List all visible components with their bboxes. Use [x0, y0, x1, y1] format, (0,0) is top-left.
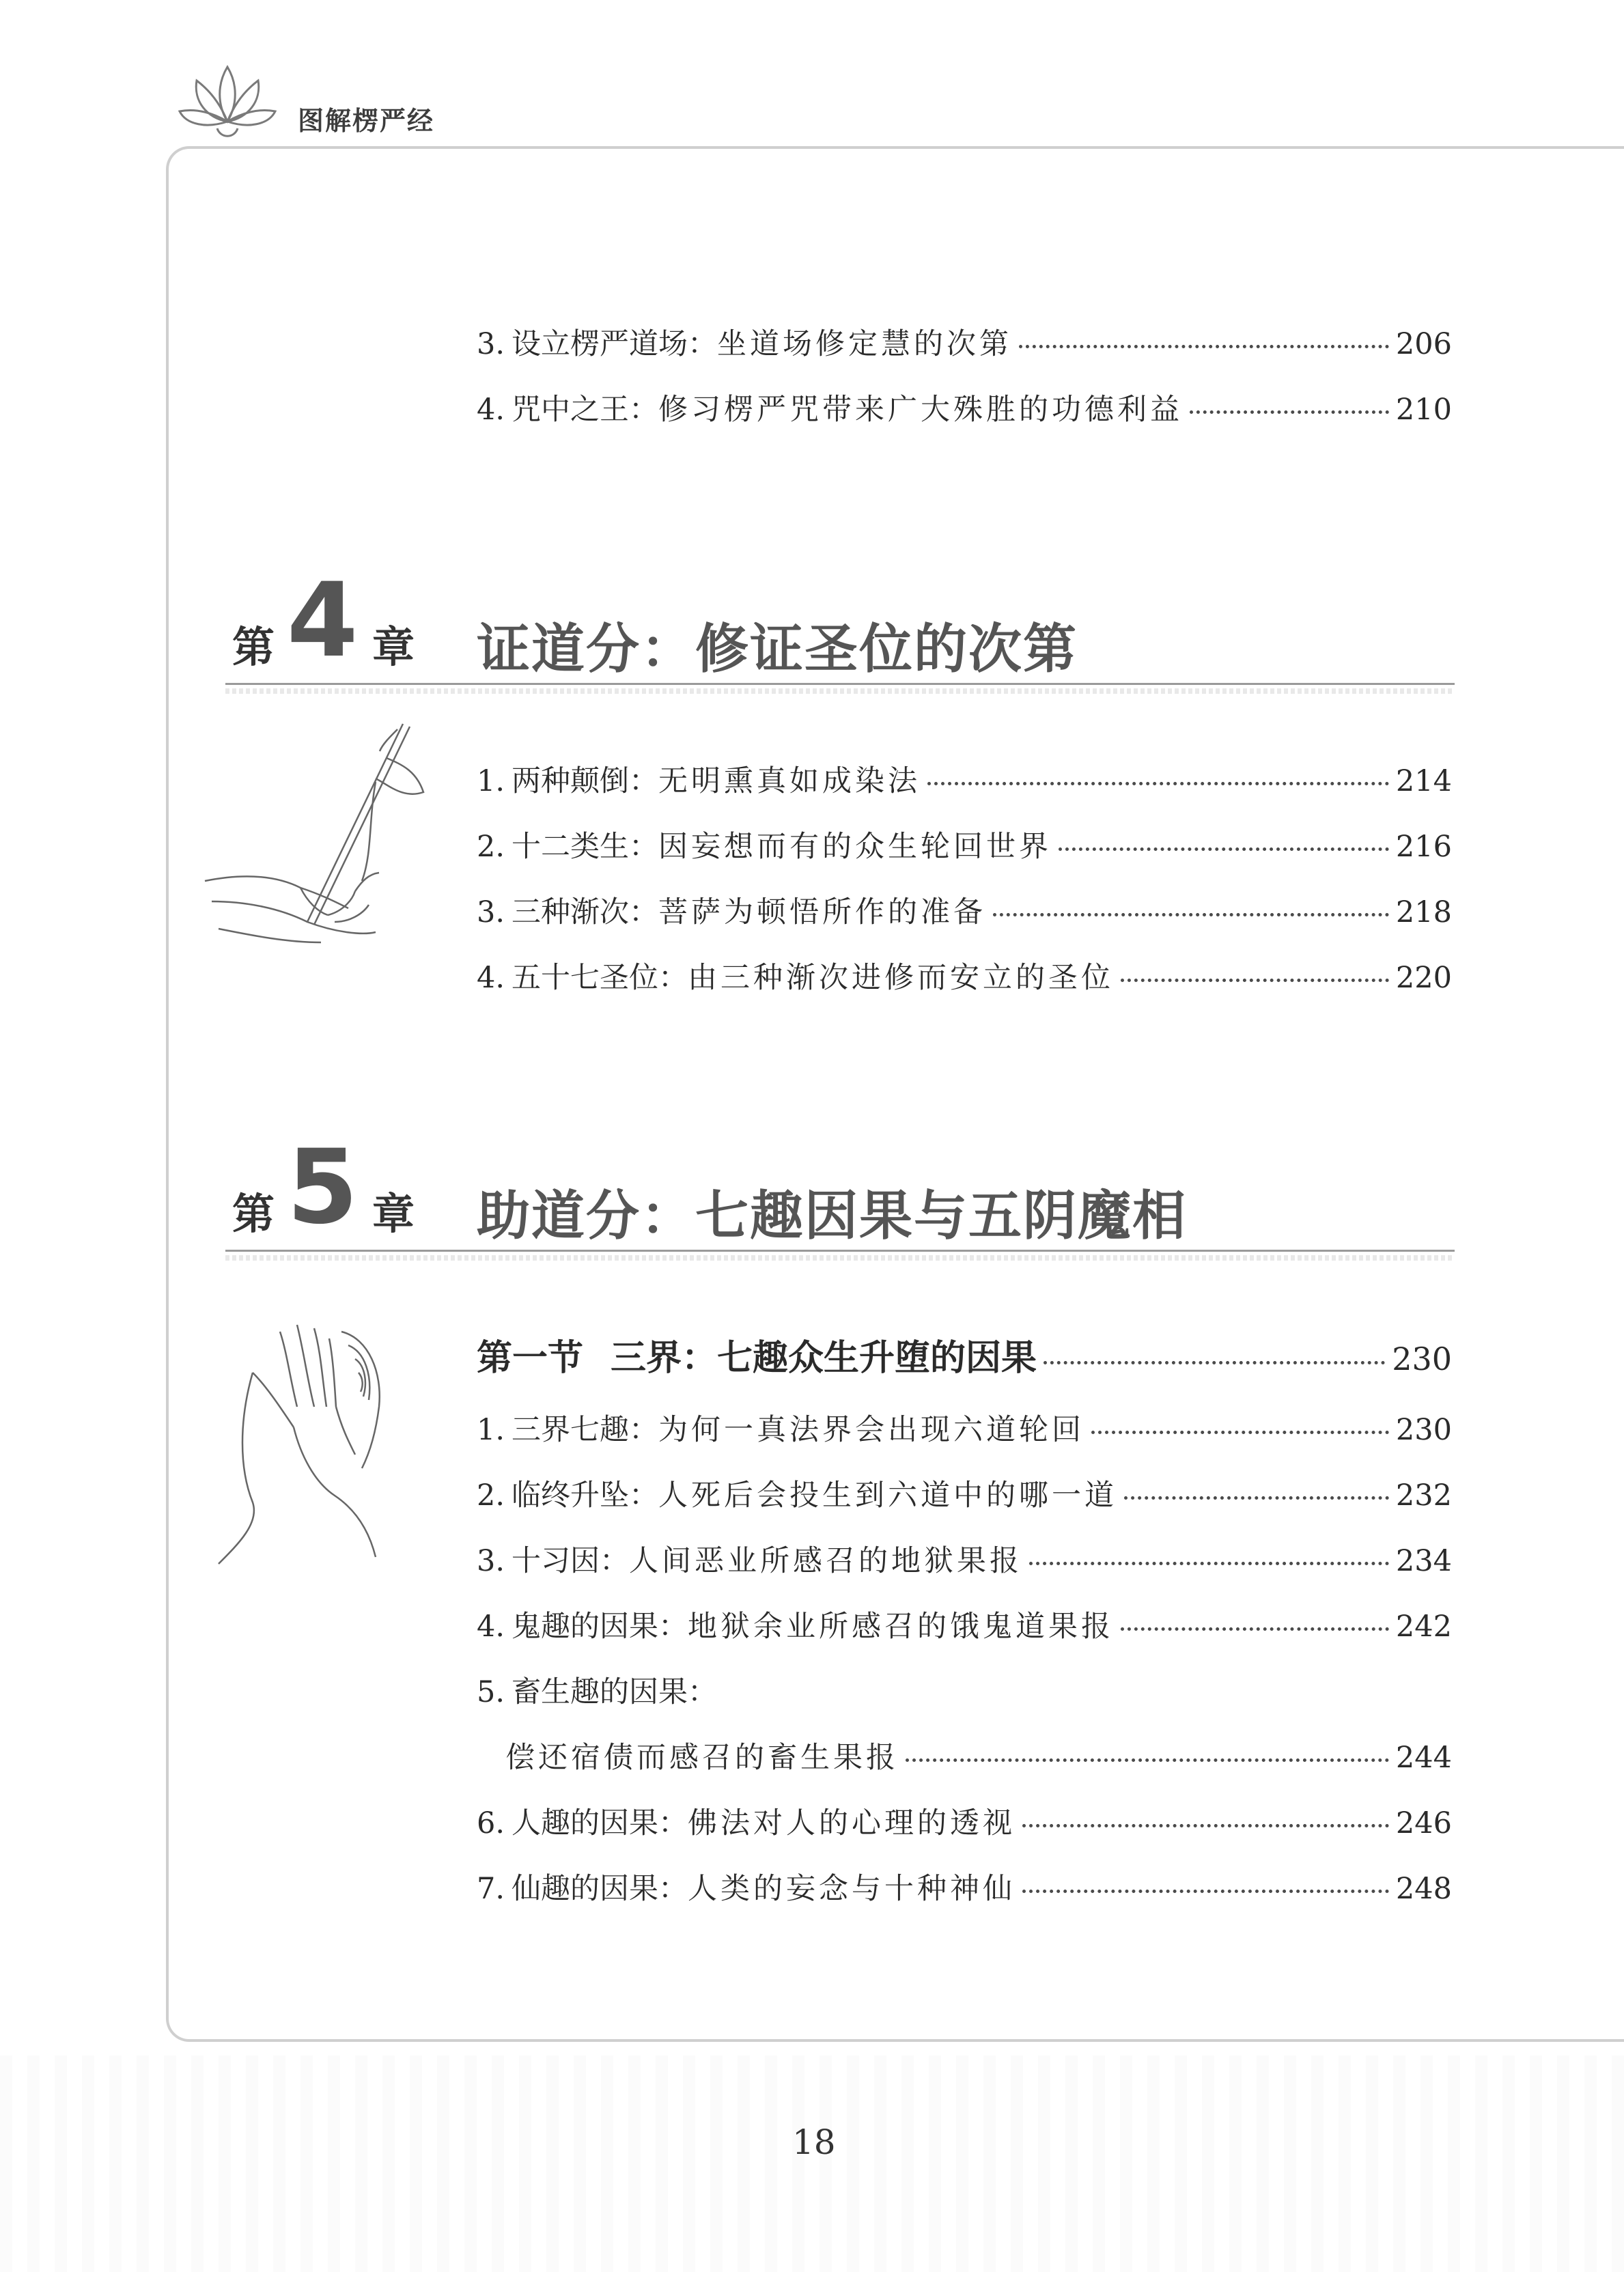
book-title: 图解楞严经	[298, 106, 435, 136]
entry-subtitle: 菩萨为顿悟所作的准备	[658, 895, 987, 929]
entry-lead: 畜生趣的因果：	[512, 1675, 718, 1709]
entry-page: 220	[1395, 961, 1452, 995]
entry-page: 206	[1395, 327, 1452, 361]
entry-number: 7.	[477, 1872, 505, 1906]
toc-entry[interactable]	[477, 955, 1452, 998]
entry-page: 246	[1395, 1806, 1452, 1840]
section-entry[interactable]	[477, 1329, 1452, 1379]
entry-number: 5.	[477, 1675, 505, 1709]
toc-entry[interactable]	[477, 1866, 1452, 1909]
entry-page: 230	[1392, 1341, 1452, 1377]
entry-number: 2.	[477, 1478, 505, 1513]
dot-leader	[927, 782, 1389, 785]
entry-subtitle: 因妄想而有的众生轮回世界	[658, 830, 1052, 864]
entry-page: 230	[1395, 1413, 1452, 1447]
entry-number: 3.	[477, 895, 505, 929]
entry-lead: 三界七趣：	[512, 1413, 659, 1447]
toc-entry[interactable]	[477, 1603, 1452, 1647]
entry-lead: 五十七圣位：	[512, 961, 688, 995]
chapter-divider	[225, 683, 1455, 685]
entry-lead: 两种颠倒：	[512, 764, 659, 798]
entry-lead: 设立楞严道场：	[512, 327, 718, 361]
dot-leader	[1091, 1431, 1389, 1434]
section-title: 三界：七趣众生升堕的因果	[611, 1338, 1037, 1379]
entry-number: 3.	[477, 327, 505, 361]
entry-page: 244	[1395, 1741, 1452, 1775]
hand-holding-staff-sketch	[198, 717, 430, 949]
entry-number: 4.	[477, 393, 505, 427]
entry-number: 4.	[477, 1610, 505, 1644]
page-number: 18	[792, 2122, 836, 2162]
chapter-divider-texture	[225, 688, 1455, 694]
toc-entry[interactable]	[477, 889, 1452, 933]
entry-lead: 十习因：	[512, 1544, 630, 1578]
dot-leader	[1124, 1496, 1389, 1500]
toc-entry[interactable]	[477, 387, 1452, 430]
entry-subtitle: 为何一真法界会出现六道轮回	[658, 1413, 1085, 1447]
entry-lead: 人趣的因果：	[512, 1806, 688, 1840]
chapter-number: 5	[287, 1128, 359, 1247]
chapter-title: 助道分：七趣因果与五阴魔相	[477, 1186, 1188, 1247]
entry-subtitle: 偿还宿债而感召的畜生果报	[505, 1741, 899, 1775]
entry-subtitle: 人间恶业所感召的地狱果报	[629, 1544, 1023, 1578]
entry-lead: 鬼趣的因果：	[512, 1610, 688, 1644]
chapter-prefix: 第	[232, 622, 275, 672]
dot-leader	[1029, 1562, 1389, 1565]
entry-page: 214	[1395, 764, 1452, 798]
toc-entry[interactable]	[477, 1407, 1452, 1450]
entry-number: 6.	[477, 1806, 505, 1840]
chapter-divider-texture	[225, 1255, 1455, 1261]
chapter-title: 证道分：修证圣位的次第	[477, 619, 1078, 680]
entry-page: 210	[1395, 393, 1452, 427]
dot-leader	[1019, 345, 1389, 348]
entry-subtitle: 地狱余业所感召的饿鬼道果报	[688, 1610, 1115, 1644]
entry-lead: 临终升坠：	[512, 1478, 659, 1513]
dot-leader	[1059, 847, 1389, 851]
toc-entry-continuation[interactable]	[505, 1735, 1452, 1778]
chapter-number: 4	[287, 561, 359, 680]
entry-page: 234	[1395, 1544, 1452, 1578]
chapter-prefix: 第	[232, 1189, 275, 1239]
entry-page: 216	[1395, 830, 1452, 864]
entry-subtitle: 佛法对人的心理的透视	[688, 1806, 1016, 1840]
entry-lead: 三种渐次：	[512, 895, 659, 929]
entry-number: 1.	[477, 1413, 505, 1447]
toc-entry[interactable]	[477, 758, 1452, 802]
section-label: 第一节	[477, 1338, 584, 1379]
dot-leader	[1121, 979, 1389, 982]
dot-leader	[1044, 1361, 1385, 1364]
entry-subtitle: 人类的妄念与十种神仙	[688, 1872, 1016, 1906]
chapter-suffix: 章	[372, 622, 415, 672]
chapter-4-header	[232, 561, 1455, 680]
entry-number: 1.	[477, 764, 505, 798]
entry-subtitle: 人死后会投生到六道中的哪一道	[658, 1478, 1118, 1513]
entry-page: 242	[1395, 1610, 1452, 1644]
toc-entry[interactable]	[477, 1472, 1452, 1516]
entry-page: 218	[1395, 895, 1452, 929]
entry-page: 248	[1395, 1872, 1452, 1906]
entry-lead: 十二类生：	[512, 830, 659, 864]
toc-entry[interactable]	[477, 1800, 1452, 1844]
toc-entry[interactable]	[477, 824, 1452, 867]
entry-lead: 咒中之王：	[512, 393, 659, 427]
entry-page: 232	[1395, 1478, 1452, 1513]
dot-leader	[1190, 410, 1389, 414]
entry-number: 4.	[477, 961, 505, 995]
entry-number: 3.	[477, 1544, 505, 1578]
chapter-5-header	[232, 1128, 1455, 1247]
bottom-decoration	[0, 2056, 1624, 2272]
entry-subtitle: 无明熏真如成染法	[658, 764, 921, 798]
toc-entry[interactable]	[477, 1538, 1452, 1582]
dot-leader	[1022, 1890, 1389, 1893]
dot-leader	[993, 913, 1389, 916]
chapter-suffix: 章	[372, 1189, 415, 1239]
dot-leader	[1121, 1627, 1389, 1631]
dot-leader	[906, 1758, 1389, 1762]
entry-subtitle: 由三种渐次进修而安立的圣位	[688, 961, 1115, 995]
entry-subtitle: 修习楞严咒带来广大殊胜的功德利益	[658, 393, 1184, 427]
toc-entry[interactable]	[477, 321, 1452, 365]
chapter-divider	[225, 1250, 1455, 1252]
lotus-flower-icon	[176, 53, 279, 149]
entry-subtitle: 坐道场修定慧的次第	[717, 327, 1013, 361]
entry-number: 2.	[477, 830, 505, 864]
dot-leader	[1022, 1824, 1389, 1827]
entry-lead: 仙趣的因果：	[512, 1872, 688, 1906]
hand-near-ear-sketch	[212, 1311, 396, 1571]
toc-entry[interactable]	[477, 1669, 1452, 1713]
